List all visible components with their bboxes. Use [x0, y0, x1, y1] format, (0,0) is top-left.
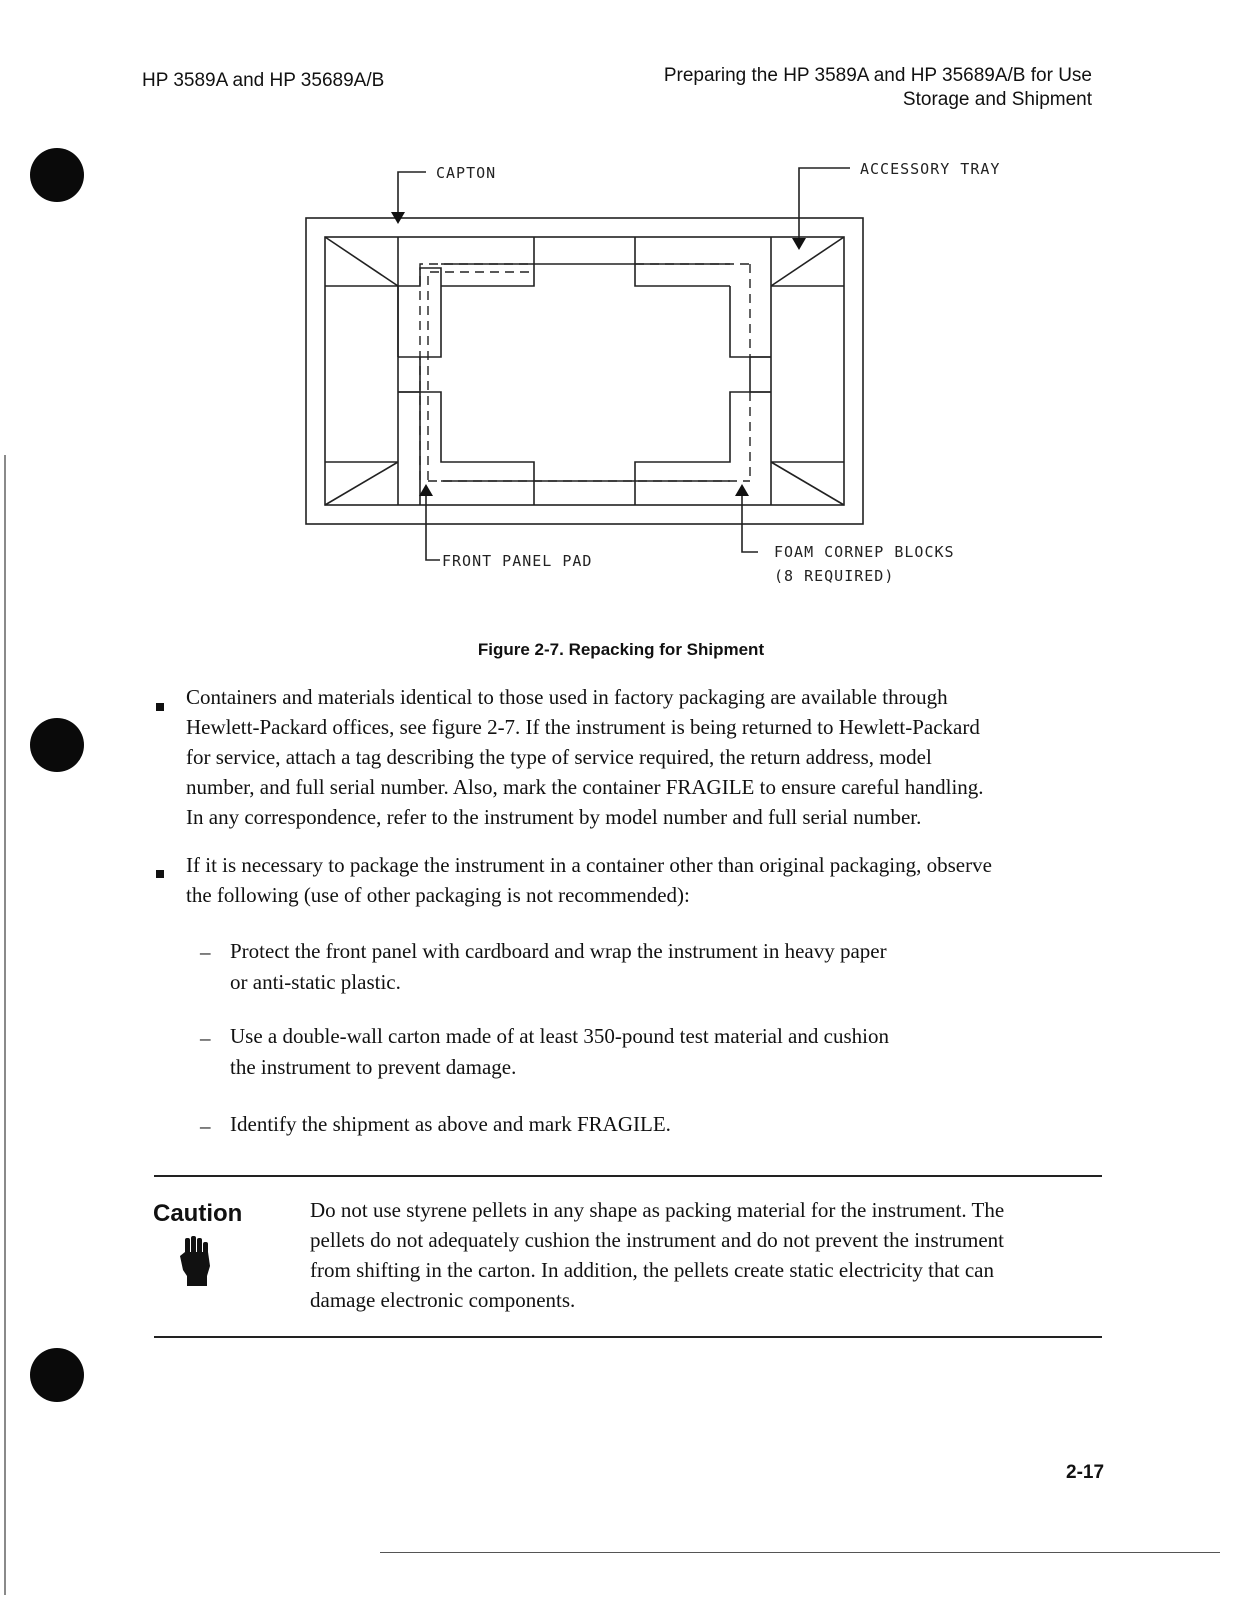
label-accessory-tray: ACCESSORY TRAY	[860, 160, 1001, 178]
front-panel-pad-arrow	[419, 484, 433, 496]
accessory-tray-outline	[325, 237, 844, 505]
text-line: damage electronic components.	[310, 1288, 576, 1312]
sub-item-1	[230, 936, 990, 998]
label-carton: CAPTON	[436, 164, 497, 182]
label-required: (8 REQUIRED)	[774, 567, 895, 585]
binder-hole-middle	[30, 718, 84, 772]
text-line: Identify the shipment as above and mark FRAGILE.	[230, 1112, 671, 1136]
text-line: or anti-static plastic.	[230, 970, 401, 994]
text-line: Use a double-wall carton made of at least 350-pound test material and cushion	[230, 1024, 889, 1048]
text-line: number, and full serial number. Also, mark the container FRAGILE to ensure careful handling.	[186, 775, 984, 799]
text-line: Do not use styrene pellets in any shape as packing material for the instrument. The	[310, 1198, 1005, 1222]
text-line: Hewlett-Packard offices, see figure 2-7. If the instrument is being returned to Hewlett-Packard	[186, 715, 980, 739]
caution-text	[310, 1195, 1100, 1315]
hand-stop-icon	[177, 1236, 213, 1288]
label-foam-corner-blocks: FOAM CORNEP BLOCKS	[774, 543, 955, 561]
bullet-marker-1	[156, 703, 164, 711]
sub-item-2	[230, 1021, 990, 1083]
caution-top-rule	[154, 1175, 1102, 1177]
bullet-marker-2	[156, 870, 164, 878]
repacking-diagram	[0, 0, 1242, 640]
page-number: 2-17	[1066, 1462, 1105, 1483]
bullet-paragraph-2	[186, 850, 992, 910]
text-line: If it is necessary to package the instrument in a container other than original packaging, observe	[186, 853, 992, 877]
text-line: pellets do not adequately cushion the instrument and do not prevent the instrument	[310, 1228, 1005, 1252]
sub-item-3	[230, 1109, 990, 1140]
header-right-line2: Storage and Shipment	[902, 89, 1092, 110]
binder-hole-bottom	[30, 1348, 84, 1402]
text-line: the instrument to prevent damage.	[230, 1055, 517, 1079]
text-line: In any correspondence, refer to the instrument by model number and full serial number.	[186, 805, 922, 829]
header-right-line1: Preparing the HP 3589A and HP 35689A/B for Use	[663, 65, 1092, 86]
dash-marker-3: –	[200, 1114, 211, 1138]
text-line: Protect the front panel with cardboard and wrap the instrument in heavy paper	[230, 939, 887, 963]
header-left: HP 3589A and HP 35689A/B	[142, 70, 385, 91]
foam-corner-blocks-arrow	[735, 484, 749, 496]
text-line: for service, attach a tag describing the type of service required, the return address, model	[186, 745, 932, 769]
text-line: Containers and materials identical to those used in factory packaging are available through	[186, 685, 948, 709]
accessory-tray-arrow	[792, 238, 806, 250]
dash-marker-2: –	[200, 1026, 211, 1050]
text-line: from shifting in the carton. In addition, the pellets create static electricity that can	[310, 1258, 994, 1282]
text-line: the following (use of other packaging is not recommended):	[186, 883, 690, 907]
figure-caption: Figure 2-7. Repacking for Shipment	[477, 640, 765, 659]
bullet-paragraph-1	[186, 682, 984, 832]
dash-marker-1: –	[200, 940, 211, 964]
caution-bottom-rule	[154, 1336, 1102, 1338]
footer-line	[380, 1552, 1220, 1553]
caution-label: Caution	[153, 1200, 243, 1227]
label-front-panel-pad: FRONT PANEL PAD	[442, 552, 593, 570]
